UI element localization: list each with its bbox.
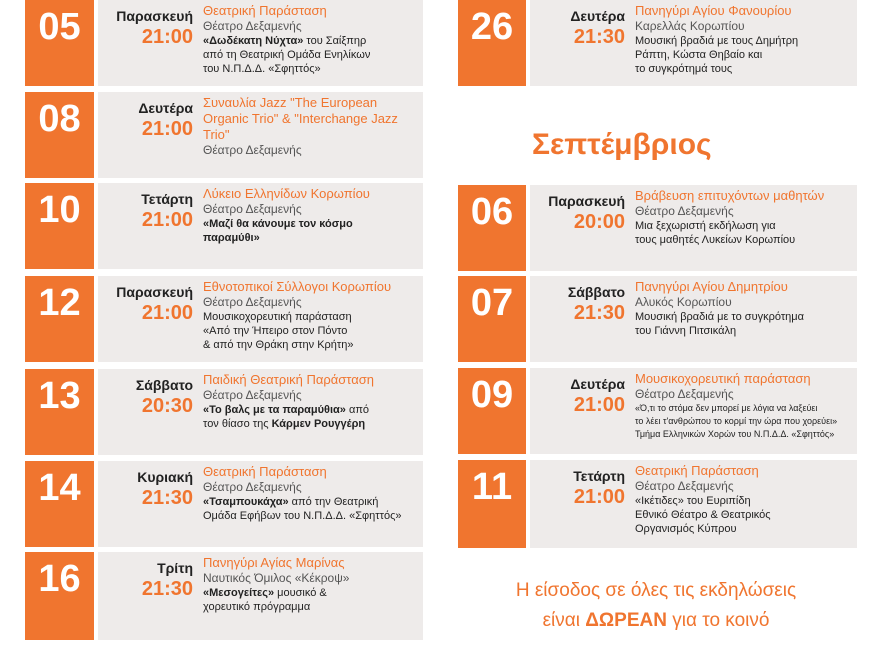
event-description-text: «Ικέτιδες» του Ευριπίδη (635, 495, 751, 507)
event-weekday: Δευτέρα (570, 376, 625, 392)
event-description-line (635, 48, 853, 62)
event-date-number: 14 (25, 461, 94, 547)
event-description-text: μουσικό & (274, 587, 327, 599)
free-entry-line2: είναι ΔΩΡΕΑΝ για το κοινό (542, 610, 770, 631)
event-date-number: 26 (458, 0, 526, 86)
event-time: 21:00 (141, 302, 193, 324)
event-day-time (98, 377, 193, 418)
event-description-line (635, 415, 853, 428)
event-venue: Καρελλάς Κορωπίου (635, 19, 745, 33)
event-description-line (203, 48, 419, 62)
event-title: Συναυλία Jazz "The European Organic Trio" & "Interchange Jazz Trio" (203, 95, 398, 142)
event-title: Λύκειο Ελληνίδων Κορωπίου (203, 186, 370, 201)
event-venue: Ναυτικός Όμιλος «Κέκροψ» (203, 571, 350, 585)
event-description-bold: «Μεσογείτες» (203, 587, 275, 599)
event-weekday: Δευτέρα (570, 8, 625, 24)
event-description-line (635, 402, 853, 415)
event-day-time (530, 8, 625, 49)
event-info (203, 279, 419, 352)
event-description-line (635, 324, 853, 338)
event-title: Θεατρική Παράσταση (203, 3, 327, 18)
event-details (98, 183, 423, 269)
event-details (530, 368, 857, 454)
event-entry (25, 276, 423, 362)
event-description-line (203, 34, 419, 48)
event-description-text: Μουσική βραδιά με το συγκρότημα (635, 311, 804, 323)
event-weekday: Σάββατο (567, 284, 625, 300)
event-weekday: Δευτέρα (138, 100, 193, 116)
event-time: 20:30 (141, 395, 193, 417)
event-description-line (635, 428, 853, 441)
event-info (203, 186, 419, 245)
event-day-time (530, 284, 625, 325)
event-time: 21:00 (141, 209, 193, 231)
event-weekday: Τετάρτη (141, 191, 193, 207)
event-description-text: «Από την Ήπειρο στον Πόντο (203, 325, 348, 337)
event-description-line (635, 219, 853, 233)
event-time: 21:30 (573, 26, 625, 48)
event-day-time (98, 560, 193, 601)
event-description-line (203, 509, 419, 523)
event-date-number: 12 (25, 276, 94, 362)
event-description-line (203, 338, 419, 352)
event-description-text: του Ν.Π.Δ.Δ. «Σφηττός» (203, 63, 321, 75)
event-details (98, 0, 423, 86)
event-description-bold: «Δωδέκατη Νύχτα» (203, 35, 304, 47)
free-entry-note (456, 576, 856, 636)
event-description-bold: Κάρμεν Ρουγγέρη (271, 418, 366, 430)
event-description-bold: «Τσαμπουκάχα» (203, 496, 289, 508)
event-entry (458, 0, 857, 86)
event-details (530, 185, 857, 271)
event-date-number: 07 (458, 276, 526, 362)
event-date-number: 06 (458, 185, 526, 271)
event-entry (458, 276, 857, 362)
event-venue: Θέατρο Δεξαμενής (635, 204, 734, 218)
event-date-number: 08 (25, 92, 94, 178)
event-details (530, 276, 857, 362)
event-info (635, 463, 853, 536)
event-title: Θεατρική Παράσταση (635, 463, 759, 478)
event-description-line (203, 217, 419, 231)
event-time: 21:00 (141, 26, 193, 48)
event-info (203, 555, 419, 614)
event-day-time (98, 284, 193, 325)
event-info (203, 95, 419, 158)
event-title: Μουσικοχορευτική παράσταση (635, 371, 811, 386)
event-day-time (530, 468, 625, 509)
event-day-time (98, 8, 193, 49)
event-entry (25, 369, 423, 455)
event-description-text: Τμήμα Ελληνικών Χορών του Ν.Π.Δ.Δ. «Σφηττός» (635, 429, 835, 439)
event-venue: Θέατρο Δεξαμενής (203, 143, 302, 157)
event-description-line (203, 62, 419, 76)
event-venue: Θέατρο Δεξαμενής (203, 202, 302, 216)
event-description-text: από τη Θεατρική Ομάδα Ενηλίκων (203, 49, 371, 61)
event-info (203, 3, 419, 76)
event-description-bold: «Το βαλς με τα παραμύθια» (203, 404, 346, 416)
event-description-text: του Σαίξπηρ (303, 35, 367, 47)
event-entry (458, 368, 857, 454)
event-description-text: από την Θεατρική (288, 496, 379, 508)
event-title: Βράβευση επιτυχόντων μαθητών (635, 188, 825, 203)
event-description-bold: παραμύθι» (203, 232, 260, 244)
event-date-number: 09 (458, 368, 526, 454)
event-details (98, 552, 423, 640)
event-title: Πανηγύρι Αγίου Δημητρίου (635, 279, 788, 294)
event-description-line (203, 324, 419, 338)
event-description-line (635, 310, 853, 324)
event-description-text: χορευτικό πρόγραμμα (203, 601, 311, 613)
event-description-text: του Γιάννη Πιτσικάλη (635, 325, 737, 337)
event-time: 21:00 (573, 486, 625, 508)
event-entry (25, 0, 423, 86)
event-description-line (635, 494, 853, 508)
event-description-text: Μια ξεχωριστή εκδήλωση για (635, 220, 776, 232)
event-date-number: 05 (25, 0, 94, 86)
event-description-line (635, 34, 853, 48)
event-description-text: Ράπτη, Κώστα Θηβαίο και (635, 49, 763, 61)
event-time: 21:30 (573, 302, 625, 324)
event-title: Εθνοτοπικοί Σύλλογοι Κορωπίου (203, 279, 392, 294)
event-time: 21:00 (141, 118, 193, 140)
event-weekday: Τετάρτη (573, 468, 625, 484)
event-date-number: 16 (25, 552, 94, 640)
event-description-line (635, 233, 853, 247)
event-description-line (203, 600, 419, 614)
event-weekday: Τρίτη (157, 560, 193, 576)
event-weekday: Παρασκευή (116, 284, 193, 300)
event-description-text: τους μαθητές Λυκείων Κορωπίου (635, 234, 796, 246)
event-description-line (203, 417, 419, 431)
event-day-time (98, 100, 193, 141)
event-title: Πανηγύρι Αγίας Μαρίνας (203, 555, 345, 570)
event-date-number: 13 (25, 369, 94, 455)
event-description-text: Οργανισμός Κύπρου (635, 523, 737, 535)
event-day-time (530, 193, 625, 234)
event-venue: Θέατρο Δεξαμενής (635, 479, 734, 493)
event-date-number: 10 (25, 183, 94, 269)
event-time: 21:30 (141, 487, 193, 509)
event-entry (25, 552, 423, 640)
event-description-text: Εθνικό Θέατρο & Θεατρικός (635, 509, 771, 521)
event-details (530, 460, 857, 548)
event-description-text: Ομάδα Εφήβων του Ν.Π.Δ.Δ. «Σφηττός» (203, 510, 402, 522)
event-weekday: Παρασκευή (548, 193, 625, 209)
event-weekday: Παρασκευή (116, 8, 193, 24)
event-description-line (203, 310, 419, 324)
event-description-line (203, 495, 419, 509)
event-venue: Θέατρο Δεξαμενής (203, 295, 302, 309)
event-description-text: το λέει τ'ανθρώπου το κορμί την ώρα που χορεύει» (635, 416, 838, 426)
free-entry-line1: Η είσοδος σε όλες τις εκδηλώσεις (515, 580, 797, 601)
event-weekday: Σάββατο (135, 377, 193, 393)
event-time: 20:00 (573, 211, 625, 233)
event-entry (458, 185, 857, 271)
event-entry (25, 183, 423, 269)
event-description-line (203, 231, 419, 245)
event-weekday: Κυριακή (137, 469, 193, 485)
event-venue: Θέατρο Δεξαμενής (203, 19, 302, 33)
event-details (98, 369, 423, 455)
event-title: Πανηγύρι Αγίου Φανουρίου (635, 3, 792, 18)
event-description-text: από (345, 404, 370, 416)
event-description-bold: «Μαζί θα κάνουμε τον κόσμο (203, 218, 353, 230)
event-description-line (203, 403, 419, 417)
month-title: Σεπτέμβριος (532, 128, 712, 161)
event-title: Παιδική Θεατρική Παράσταση (203, 372, 374, 387)
event-details (530, 0, 857, 86)
event-description-line (635, 508, 853, 522)
event-venue: Αλυκός Κορωπίου (635, 295, 732, 309)
event-description-line (635, 522, 853, 536)
event-day-time (98, 191, 193, 232)
event-details (98, 92, 423, 178)
event-info (635, 279, 853, 338)
event-description-text: & από την Θράκη στην Κρήτη» (203, 339, 354, 351)
event-description-text: Μουσική βραδιά με τους Δημήτρη (635, 35, 799, 47)
event-info (203, 372, 419, 431)
event-description-line (635, 62, 853, 76)
event-description-text: το συγκρότημά τους (635, 63, 733, 75)
event-day-time (98, 469, 193, 510)
event-day-time (530, 376, 625, 417)
free-word: ΔΩΡΕΑΝ (585, 610, 667, 631)
event-title: Θεατρική Παράσταση (203, 464, 327, 479)
event-info (635, 3, 853, 76)
event-info (635, 188, 853, 247)
event-description-text: τον θίασο της (203, 418, 272, 430)
event-date-number: 11 (458, 460, 526, 548)
event-info (203, 464, 419, 523)
event-entry (25, 92, 423, 178)
event-time: 21:00 (573, 394, 625, 416)
event-description-line (203, 586, 419, 600)
event-venue: Θέατρο Δεξαμενής (203, 480, 302, 494)
event-details (98, 461, 423, 547)
event-venue: Θέατρο Δεξαμενής (203, 388, 302, 402)
event-description-text: «Ό,τι το στόμα δεν μπορεί με λόγια να λαξεύει (635, 403, 818, 413)
event-entry (25, 461, 423, 547)
event-venue: Θέατρο Δεξαμενής (635, 387, 734, 401)
event-entry (458, 460, 857, 548)
event-description-text: Μουσικοχορευτική παράσταση (203, 311, 352, 323)
event-details (98, 276, 423, 362)
event-info (635, 371, 853, 441)
event-time: 21:30 (141, 578, 193, 600)
